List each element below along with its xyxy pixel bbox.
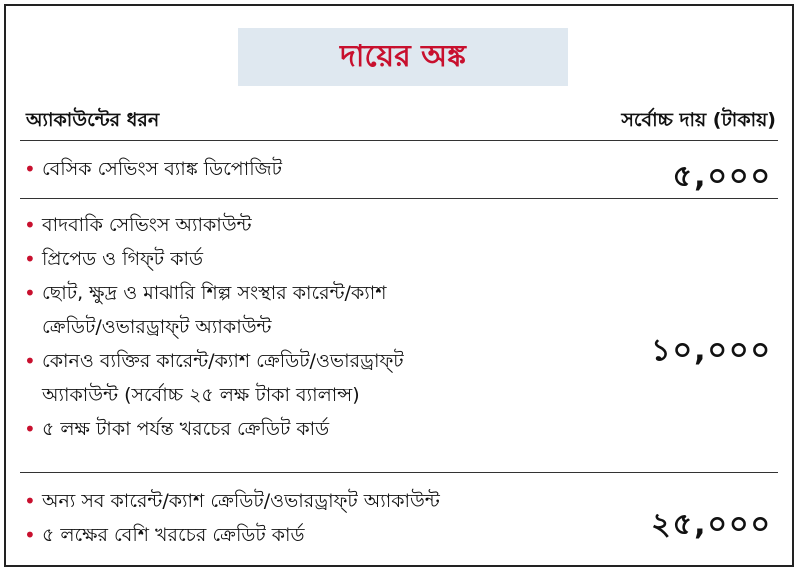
section-basic-savings [22,152,776,196]
liability-amount: ১০,০০০ [651,333,772,368]
section-divider [20,198,778,199]
bullet-icon: • [24,157,36,181]
item-text: অন্য সব কারেন্ট/ক্যাশ ক্রেডিট/ওভারড্রাফ্‌ট অ্যাকাউন্ট [42,490,440,512]
bullet-icon: • [24,489,36,513]
bullet-icon: • [24,523,36,547]
section-all-other [22,484,776,560]
item-text: ছোট, ক্ষুদ্র ও মাঝারি শিল্প সংস্থার কারেন্ট/ক্যাশ [42,282,387,304]
item-text: ৫ লক্ষ টাকা পর্যন্ত খরচের ক্রেডিট কার্ড [42,418,330,440]
list-item-continuation [22,378,776,412]
liability-amount: ২৫,০০০ [651,507,772,542]
bullet-icon: • [24,213,36,237]
bullet-icon: • [24,281,36,305]
section-other-accounts [22,208,776,464]
list-item [22,412,776,446]
item-text: প্রিপেড ও গিফ্‌ট কার্ড [42,248,203,270]
list-item [22,276,776,310]
item-text: অ্যাকাউন্ট (সর্বোচ্চ ২৫ লক্ষ টাকা ব্যালান্স) [42,384,360,406]
table-header [22,102,776,136]
page-title: দায়ের অঙ্ক [340,38,466,74]
liability-table-card [4,4,794,567]
liability-amount: ৫,০০০ [672,159,772,194]
header-divider [20,140,778,141]
account-type-header: অ্যাকাউন্টের ধরন [26,109,160,131]
item-text: ক্রেডিট/ওভারড্রাফ্‌ট অ্যাকাউন্ট [42,316,272,338]
item-text: বেসিক সেভিংস ব্যাঙ্ক ডিপোজিট [42,158,282,180]
bullet-icon: • [24,417,36,441]
section-divider [20,472,778,473]
list-item [22,242,776,276]
item-text: বাদবাকি সেভিংস অ্যাকাউন্ট [42,214,252,236]
list-item [22,152,776,186]
bullet-icon: • [24,349,36,373]
title-banner [238,28,568,86]
item-text: কোনও ব্যক্তির কারেন্ট/ক্যাশ ক্রেডিট/ওভারড্রাফ্‌ট [42,350,404,372]
max-liability-header: সর্বোচ্চ দায় (টাকায়) [621,109,776,131]
bullet-icon: • [24,247,36,271]
list-item [22,208,776,242]
item-text: ৫ লক্ষের বেশি খরচের ক্রেডিট কার্ড [42,524,305,546]
